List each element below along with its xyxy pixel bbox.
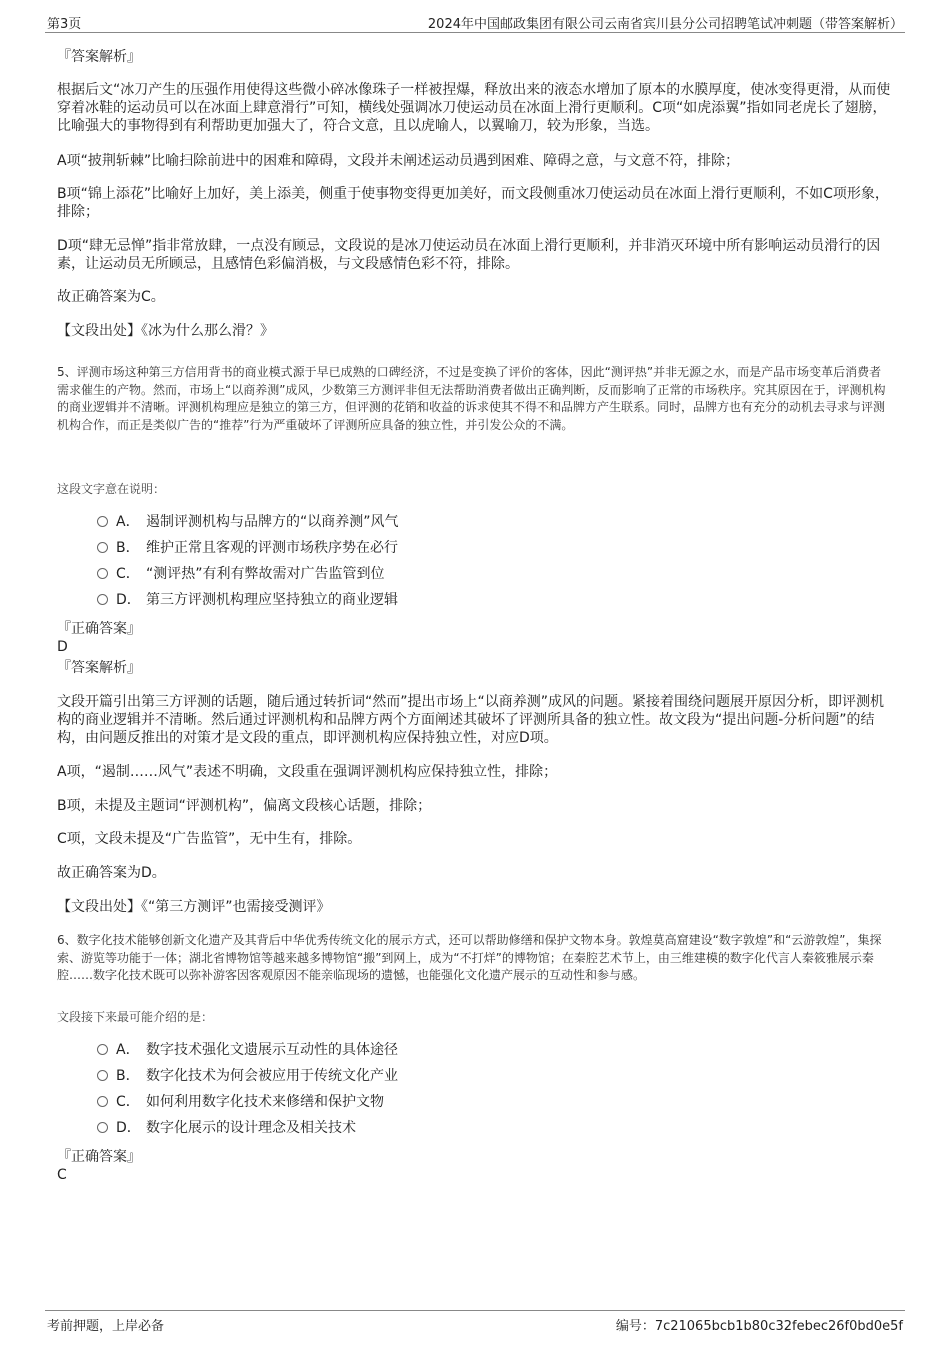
option-letter: C．: [116, 1094, 140, 1110]
option-letter: A．: [116, 1042, 140, 1058]
q5-conclusion: 故正确答案为D。: [57, 865, 166, 881]
q4-analysis-p3: B项“锦上添花”比喻好上加好，美上添美，侧重于使事物变得更加美好，而文段侧重冰刀使运动员在冰面上滑行更顺利，不如C项形象，排除；: [57, 186, 889, 220]
q4-analysis-label: 『答案解析』: [57, 49, 141, 65]
q5-question: 这段文字意在说明：: [57, 482, 166, 496]
q5-analysis-label: 『答案解析』: [57, 660, 141, 676]
option-text: “测评热”有利有弊故需对广告监管到位: [146, 566, 385, 582]
radio-icon[interactable]: [97, 568, 108, 579]
q5-option-b[interactable]: [97, 538, 398, 558]
option-text: 数字化展示的设计理念及相关技术: [146, 1120, 356, 1136]
option-text: 维护正常且客观的评测市场秩序势在必行: [146, 540, 398, 556]
radio-icon[interactable]: [97, 1122, 108, 1133]
q6-stem: 6、数字化技术能够创新文化遗产及其背后中华优秀传统文化的展示方式，还可以帮助修缮和保护文物本身。敦煌莫高窟建设“数字敦煌”和“云游敦煌”，集探索、游览等功能于一体；湖北省博物馆等越来越多博物馆“搬”到网上，成为“不打烊”的博物馆；在秦腔艺术节上，由三维建模的数字化代言人秦筱雅展示秦腔……数字化技术既可以弥补游客因客观原因不能亲临现场的遗憾，也能强化文化遗产展示的互动性和参与感。: [57, 933, 882, 982]
option-letter: B．: [116, 1068, 140, 1084]
option-letter: D．: [116, 592, 141, 608]
option-text: 遏制评测机构与品牌方的“以商养测”风气: [146, 514, 399, 530]
q4-analysis-p2: A项“披荆斩棘”比喻扫除前进中的困难和障碍，文段并未阐述运动员遇到困难、障碍之意，与文意不符，排除；: [57, 153, 740, 169]
q5-stem: 5、评测市场这种第三方信用背书的商业模式源于早已成熟的口碑经济，不过是变换了评价的客体，因此“测评热”并非无源之水，而是产品市场变革后消费者需求催生的产物。然而，市场上“以商养测”成风，少数第三方测评非但无法帮助消费者做出正确判断，反而影响了正常的市场秩序。究其原因在于，评测机构的商业逻辑并不清晰。评测机构理应是独立的第三方，但评测的花销和收益的诉求使其不得不和品牌方产生联系。同时，品牌方也有充分的动机去寻求与评测机构合作，而正是类似广告的“推荐”行为严重破坏了评测所应具备的独立性，并引发公众的不满。: [57, 365, 886, 432]
option-text: 如何利用数字化技术来修缮和保护文物: [146, 1094, 384, 1110]
q4-analysis-p4: D项“肆无忌惮”指非常放肆，一点没有顾忌，文段说的是冰刀使运动员在冰面上滑行更顺利，并非消灭环境中所有影响运动员滑行的因素，让运动员无所顾忌，且感情色彩偏消极，与文段感情色彩不符，排除。: [57, 238, 881, 272]
q6-option-b[interactable]: [97, 1066, 398, 1086]
document-title: 2024年中国邮政集团有限公司云南省宾川县分公司招聘笔试冲刺题（带答案解析）: [427, 17, 903, 32]
q4-source: 【文段出处】《冰为什么那么滑？》: [57, 323, 274, 339]
q5-correct-label: 『正确答案』: [57, 621, 141, 637]
q6-answer: C: [57, 1167, 67, 1183]
option-letter: B．: [116, 540, 140, 556]
radio-icon[interactable]: [97, 594, 108, 605]
radio-icon[interactable]: [97, 1096, 108, 1107]
q5-analysis-p4: C项，文段未提及“广告监管”，无中生有，排除。: [57, 831, 362, 847]
radio-icon[interactable]: [97, 1044, 108, 1055]
page-header: [45, 12, 905, 33]
option-letter: C．: [116, 566, 140, 582]
page-number: 第3页: [47, 17, 82, 32]
q6-question: 文段接下来最可能介绍的是：: [57, 1010, 214, 1024]
option-letter: A．: [116, 514, 140, 530]
q6-option-a[interactable]: [97, 1040, 398, 1060]
q6-option-d[interactable]: [97, 1118, 356, 1138]
q5-analysis-p2: A项，“遏制……风气”表述不明确，文段重在强调评测机构应保持独立性，排除；: [57, 764, 558, 780]
radio-icon[interactable]: [97, 542, 108, 553]
q5-analysis-p3: B项，未提及主题词“评测机构”，偏离文段核心话题，排除；: [57, 798, 432, 814]
q5-analysis-p1: 文段开篇引出第三方评测的话题，随后通过转折词“然而”提出市场上“以商养测”成风的问题。紧接着围绕问题展开原因分析，即评测机构的商业逻辑并不清晰。然后通过评测机构和品牌方两个方面阐述其破坏了评测所具备的独立性。故文段为“提出问题-分析问题”的结构，由问题反推出的对策才是文段的重点，即评测机构应保持独立性，对应D项。: [57, 694, 885, 746]
option-text: 数字化技术为何会被应用于传统文化产业: [146, 1068, 398, 1084]
document-id: 编号：7c21065bcb1b80c32febec26f0bd0e5f: [615, 1319, 903, 1334]
option-text: 数字技术强化文遗展示互动性的具体途径: [146, 1042, 398, 1058]
q6-correct-label: 『正确答案』: [57, 1149, 141, 1165]
radio-icon[interactable]: [97, 1070, 108, 1081]
q5-option-a[interactable]: [97, 512, 399, 532]
option-letter: D．: [116, 1120, 141, 1136]
q5-option-c[interactable]: [97, 564, 385, 584]
page-footer: [45, 1310, 905, 1334]
q6-option-c[interactable]: [97, 1092, 384, 1112]
radio-icon[interactable]: [97, 516, 108, 527]
option-text: 第三方评测机构理应坚持独立的商业逻辑: [146, 592, 398, 608]
q5-option-d[interactable]: [97, 590, 398, 610]
q4-conclusion: 故正确答案为C。: [57, 289, 165, 305]
footer-slogan: 考前押题，上岸必备: [47, 1319, 165, 1334]
q5-source: 【文段出处】《“第三方测评”也需接受测评》: [57, 899, 331, 915]
q5-answer: D: [57, 639, 68, 655]
q4-analysis-p1: 根据后文“冰刀产生的压强作用使得这些微小碎冰像珠子一样被捏爆，释放出来的液态水增加了原本的水膜厚度，使冰变得更滑，从而使穿着冰鞋的运动员可以在冰面上肆意滑行”可知，横线处强调冰刀使运动员在冰面上滑行更顺利。C项“如虎添翼”指如同老虎长了翅膀，比喻强大的事物得到有利帮助更加强大了，符合文意，且以虎喻人，以翼喻刀，较为形象，当选。: [57, 82, 891, 134]
